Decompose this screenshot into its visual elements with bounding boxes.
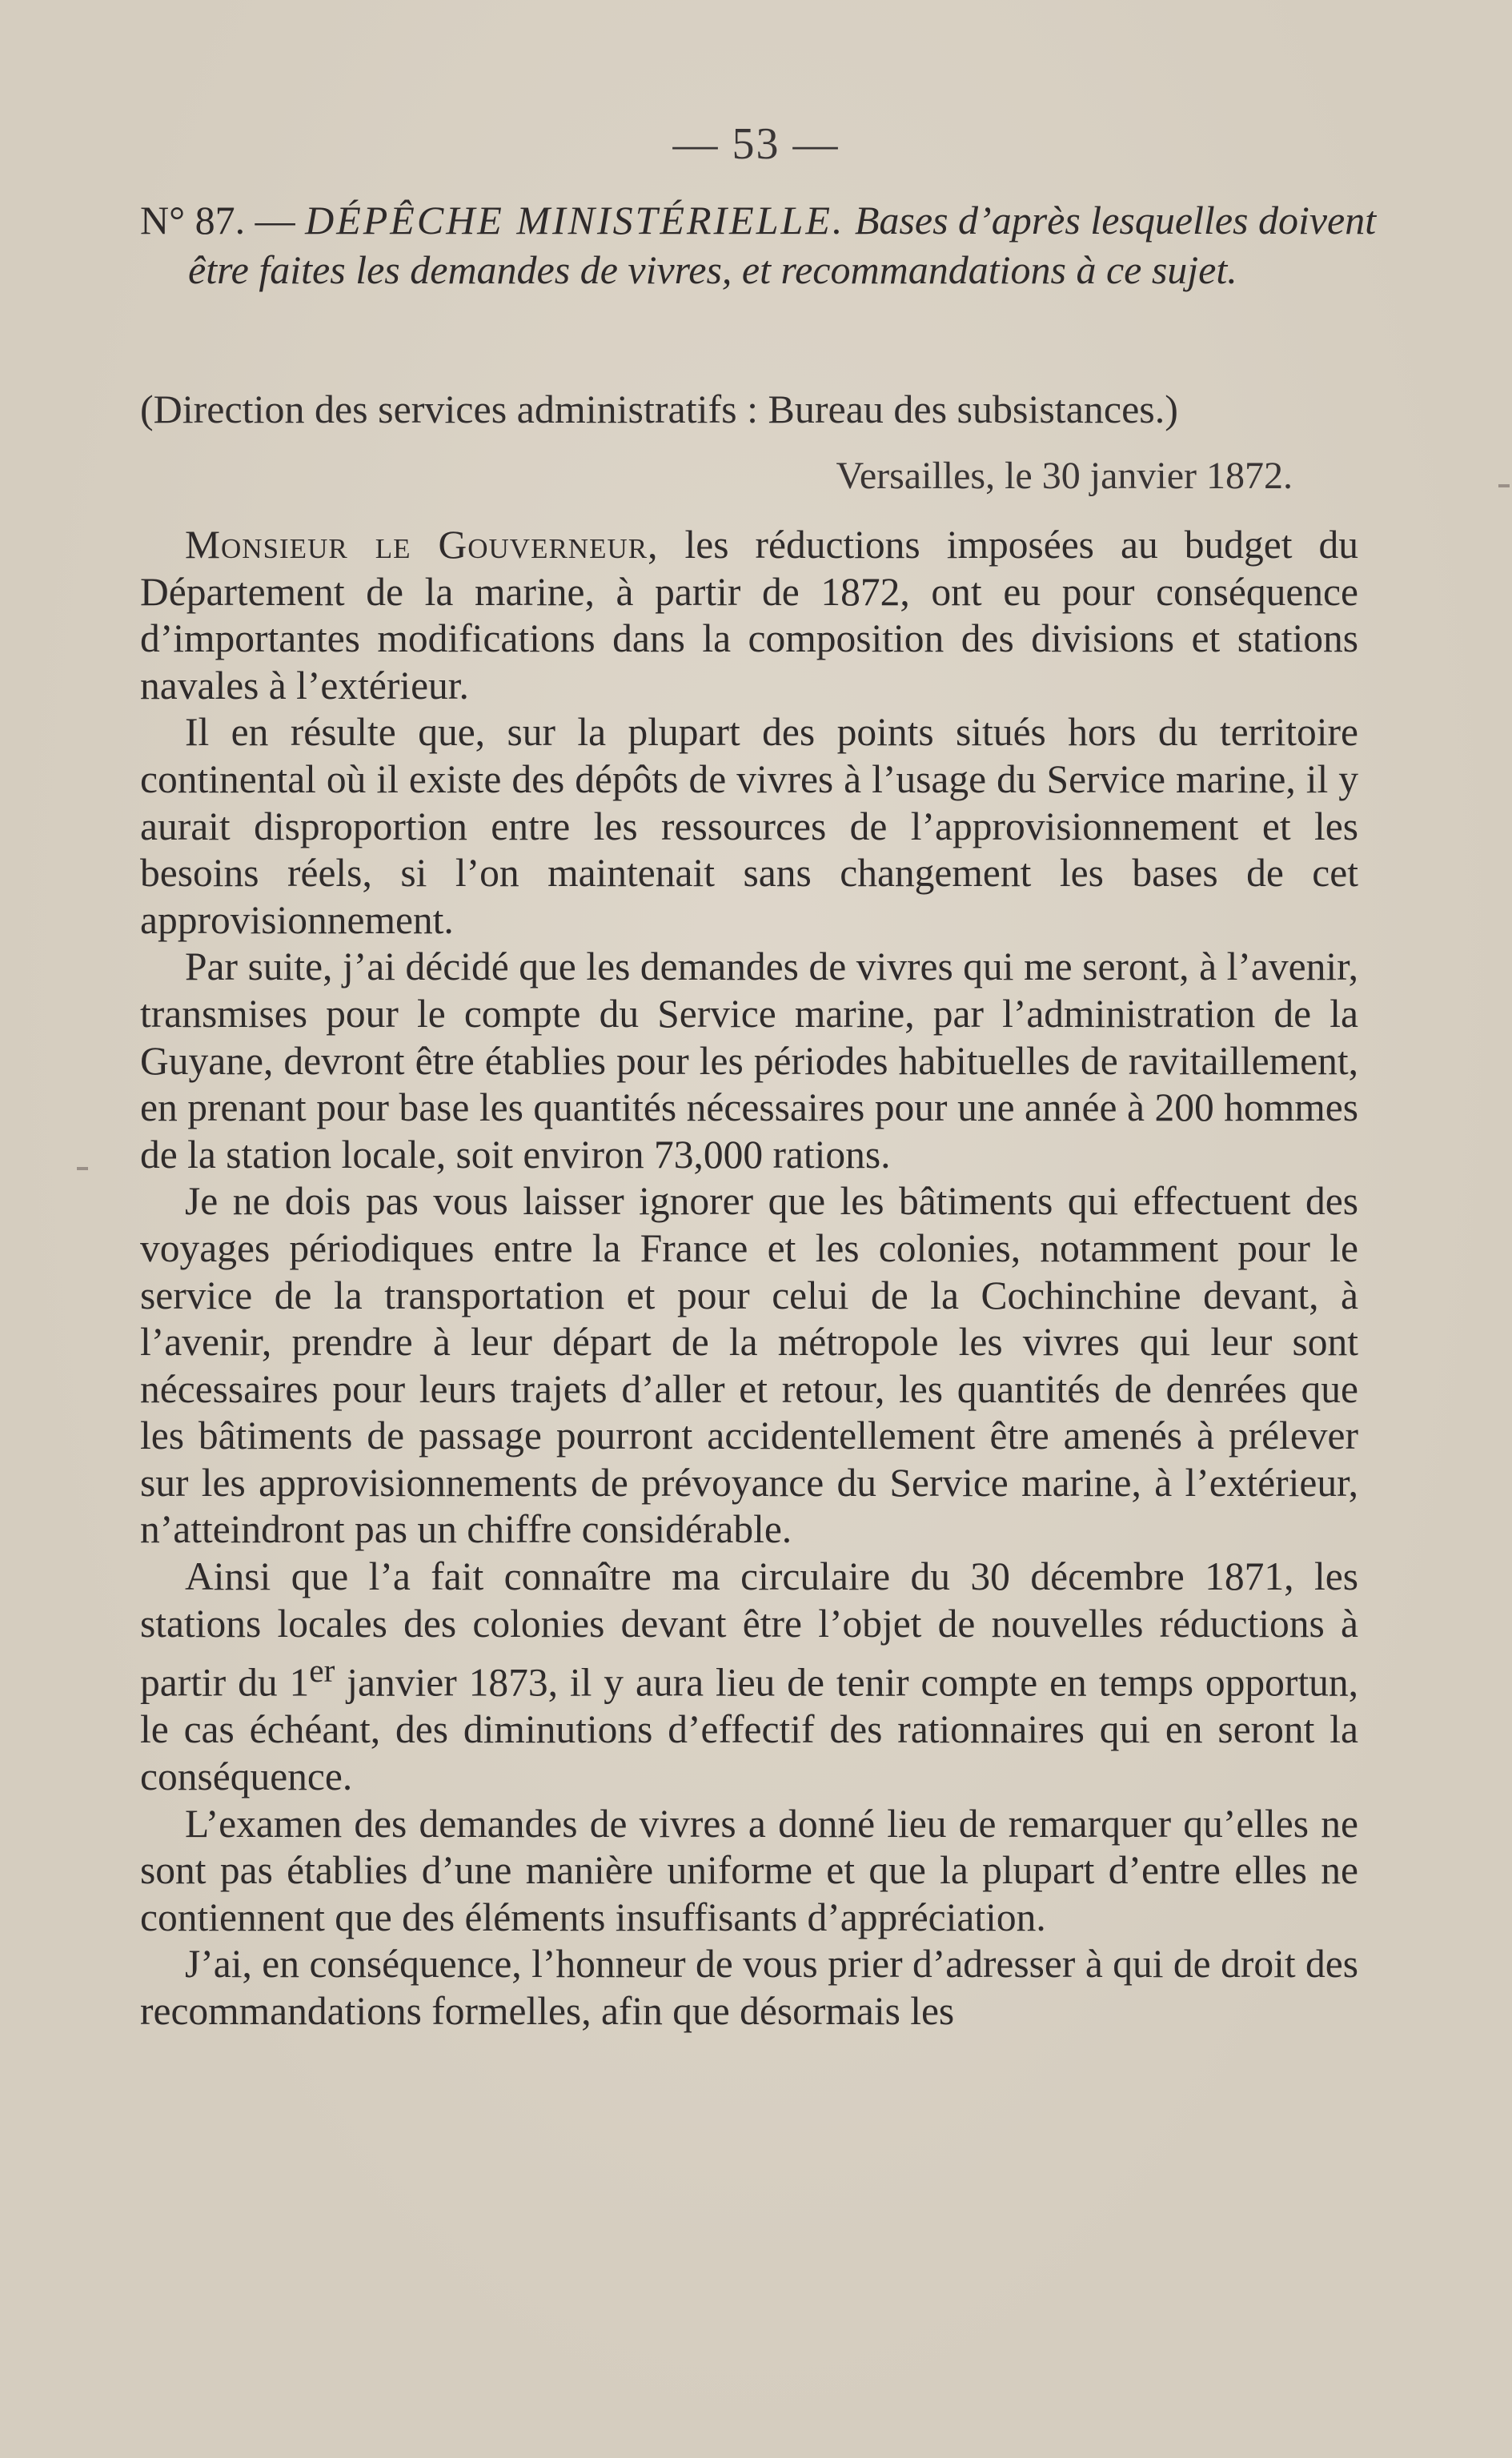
- paragraph: Par suite, j’ai décidé que les demandes de vivres qui me seront, à l’avenir, transmises pour le compte du Service marine, par l’administration de la Guyane, devront être établies pour les périodes habituelles de ravitaillement, en prenant pour base les quantités nécessaires pour une année à 200 hommes de la station locale, soit environ 73,000 rations.: [140, 944, 1358, 1177]
- document-subject: Bases d’après lesquelles doivent être faites les demandes de vivres, et recommandations à ce sujet.: [188, 198, 1377, 292]
- paragraph: L’examen des demandes de vivres a donné lieu de remarquer qu’elles ne sont pas établies d’une manière uniforme et que la plupart d’entre elles ne contiennent que des éléments insuffisants d’appréciation.: [140, 1801, 1358, 1939]
- paragraph: J’ai, en conséquence, l’honneur de vous prier d’adresser à qui de droit des recommandations formelles, afin que désormais les: [140, 1942, 1358, 2033]
- superscript: er: [309, 1652, 335, 1690]
- paragraph-text: Ainsi que l’a fait connaître ma circulaire du 30 décembre 1871, les stations locales des colonies devant être l’objet de nouvelles réductions à partir du 1: [140, 1554, 1358, 1705]
- paragraph: Il en résulte que, sur la plupart des points situés hors du territoire continental où il existe des dépôts de vivres à l’usage du Service marine, il y aurait disproportion entre les ressources de l’approvisionnement et les besoins réels, si l’on maintenait sans changement les bases de cet approvisionnement.: [140, 710, 1358, 942]
- margin-mark: [1498, 484, 1510, 487]
- paragraph: Je ne dois pas vous laisser ignorer que les bâtiments qui effectuent des voyages périodiques entre la France et les colonies, notamment pour le service de la transportation et pour celui de la Cochinchine devant, à l’avenir, prendre à leur départ de la métropole les vivres qui leur sont nécessaires pour leurs trajets d’aller et retour, les quantités de denrées que les bâtiments de passage pourront accidentellement être amenés à prélever sur les approvisionnements de prévoyance du Service marine, à l’extérieur, n’atteindront pas un chiffre considérable.: [140, 1179, 1358, 1552]
- document-type: DÉPÊCHE MINISTÉRIELLE.: [305, 198, 845, 243]
- document-number: N° 87. —: [140, 198, 295, 243]
- page-number: — 53 —: [672, 119, 840, 169]
- dateline: Versailles, le 30 janvier 1872.: [836, 455, 1293, 497]
- paragraph-text: janvier 1873, il y aura lieu de tenir compte en temps opportun, le cas échéant, des diminutions d’effectif des rationnaires qui en seront la conséquence.: [140, 1660, 1358, 1798]
- paragraph: [140, 522, 1358, 709]
- issuing-department: (Direction des services administratifs : Bureau des subsistances.): [140, 387, 1178, 431]
- salutation: Monsieur le Gouverneur,: [185, 523, 659, 567]
- letter-body: [140, 522, 1358, 2035]
- document-title: [140, 195, 1413, 295]
- paragraph: [140, 1554, 1358, 1800]
- paragraph-text: les réductions imposées au budget du Département de la marine, à partir de 1872, ont eu pour conséquence d’importantes modifications dans la composition des divisions et stations navales à l’extérieur.: [140, 523, 1358, 708]
- margin-mark: [77, 1167, 88, 1170]
